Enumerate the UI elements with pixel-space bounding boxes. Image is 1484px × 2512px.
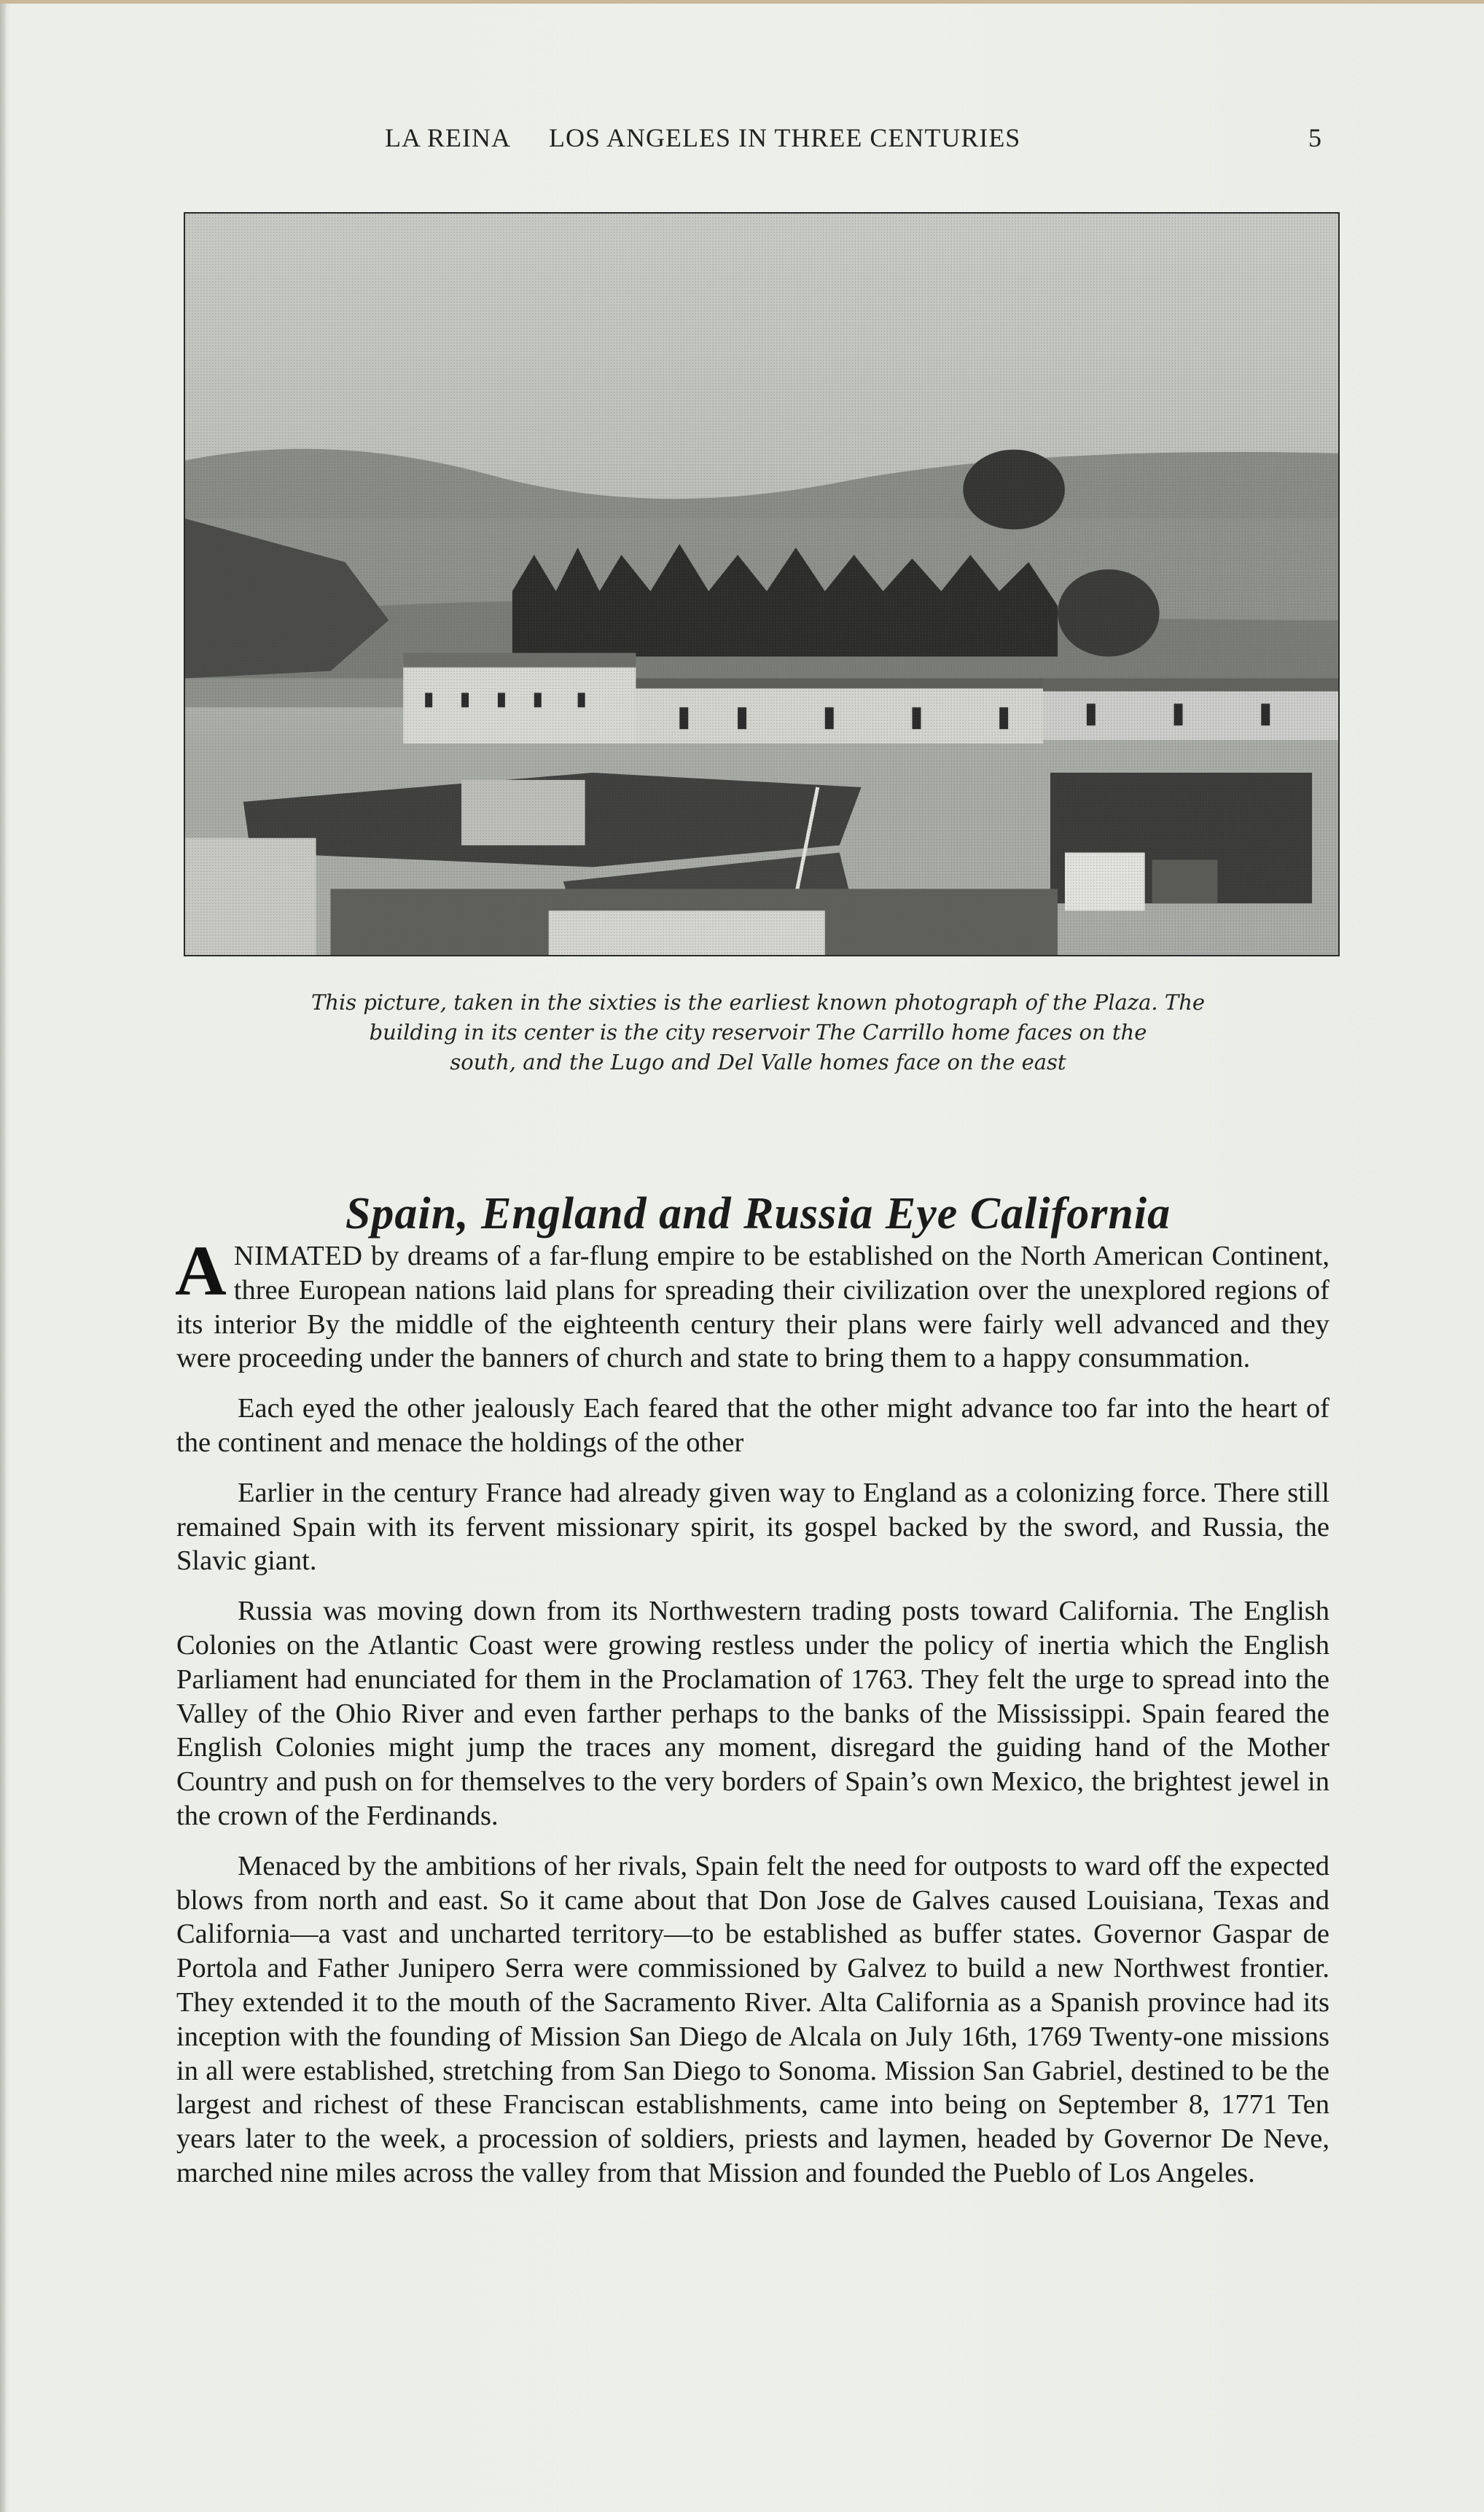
paragraph: Each eyed the other jealously Each feared that the other might advance too far into the heart of the continent and menace the holdings of the other bbox=[176, 1393, 1329, 1458]
paragraph-text: by dreams of a far-flung empire to be established on the North American Continent, three European nations laid plans for spreading their civilization over the unexplored regions of its interior By the middle of the eighteenth century their plans were fairly well advanced and they were proceeding under the banners of church and state to bring them to a happy consummation. bbox=[176, 1241, 1329, 1374]
caption-line: building in its center is the city reservoir The Carrillo home faces on the bbox=[369, 1020, 1147, 1045]
plaza-photograph bbox=[184, 212, 1340, 956]
first-word: NIMATED bbox=[233, 1241, 363, 1271]
paragraph: Earlier in the century France had already given way to England as a colonizing force. There still remained Spain with its fervent missionary spirit, its gospel backed by the sword, and Russia, the Slavic giant. bbox=[176, 1477, 1329, 1577]
photo-caption bbox=[219, 988, 1297, 1077]
plaza-photo-illustration bbox=[185, 214, 1338, 955]
article-body bbox=[175, 1232, 1329, 2207]
caption-line: south, and the Lugo and Del Valle homes face on the east bbox=[450, 1050, 1066, 1074]
caption-line: This picture, taken in the sixties is the earliest known photograph of the Plaza. The bbox=[311, 990, 1206, 1015]
article-title: Spain, England and Russia Eye California bbox=[345, 1188, 1171, 1239]
page-number: 5 bbox=[1308, 123, 1321, 152]
binding-edge bbox=[0, 0, 6, 2512]
running-head-section: LA REINA bbox=[385, 123, 511, 152]
running-head-book-title: LOS ANGELES IN THREE CENTURIES bbox=[549, 123, 1021, 152]
page-top-edge bbox=[0, 0, 1484, 4]
running-head bbox=[385, 122, 1020, 153]
paragraph: Menaced by the ambitions of her rivals, Spain felt the need for outposts to ward off the expected blows from north and east. So it came about that Don Jose de Galves caused Louisiana, Texas and California—a vast and uncharted territory—to be established as buffer states. Governor Gaspar de Portola and Father Junipero Serra were commissioned by Galvez to build a new Northwest frontier. They extended it to the mouth of the Sacramento River. Alta California as a Spanish province had its inception with the founding of Mission San Diego de Alcala on July 16th, 1769 Twenty-one missions in all were established, stretching from San Diego to Sonoma. Mission San Gabriel, destined to be the largest and richest of these Franciscan establishments, came into being on September 8, 1771 Ten years later to the week, a procession of soldiers, priests and laymen, headed by Governor De Neve, marched nine miles across the valley from that Mission and founded the Pueblo of Los Angeles. bbox=[176, 1850, 1329, 2188]
paragraph bbox=[175, 1232, 1329, 1376]
paragraph: Russia was moving down from its Northwestern trading posts toward California. The English Colonies on the Atlantic Coast were growing restless under the policy of inertia which the English Parliament had enunciated for them in the Proclamation of 1763. They felt the urge to spread into the Valley of the Ohio River and even farther perhaps to the banks of the Mississippi. Spain feared the English Colonies might jump the traces any moment, disregard the guiding hand of the Mother Country and push on for themselves to the very borders of Spain’s own Mexico, the brightest jewel in the crown of the Ferdinands. bbox=[176, 1596, 1329, 1831]
drop-cap: A bbox=[175, 1232, 227, 1311]
